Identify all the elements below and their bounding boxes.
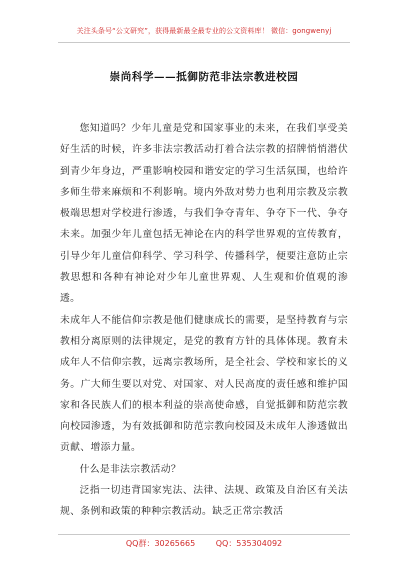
header-banner: 关注头条号“公文研究”，获得最新最全最专业的公文资料库！ 微信：gongwenyj [76,27,332,35]
paragraph: 什么是非法宗教活动？ [79,463,182,475]
footer-divider [58,534,350,535]
footer-qq-group: QQ群：30265665 [125,539,196,548]
paragraph: 泛指一切违背国家宪法、法律、法规、政策及自治区有关法规、条例和政策的种种宗教活动。缺乏正常宗教活 [60,485,348,518]
document-title: 崇尚科学——抵御防范非法宗教进校园 [109,71,299,83]
paragraph: 您知道吗？少年儿童是党和国家事业的未来，在我们享受美好生活的时候，许多非法宗教活动打着合法宗教的招牌悄悄潜伏到青少年身边，严重影响校园和谐安定的学习生活氛围，也给许多师生带来麻烦和不利影响。境内外敌对势力也利用宗教及宗教极端思想对学校进行渗透，与我们争夺青年、争夺下一代、争夺未来。加强少年儿童包括无神论在内的科学世界观的宣传教育，引导少年儿童信仰科学、学习科学、传播科学，便要注意防止宗教思想和各种有神论对少年儿童世界观、人生观和价值观的渗透。 [60,123,348,305]
footer-contact [0,538,408,549]
footer-qq: QQ：535304092 [215,539,283,548]
paragraph: 未成年人不能信仰宗教是他们健康成长的需要，是坚持教育与宗教相分离原则的法律规定，是党的教育方针的具体体现。教育未成年人不信仰宗教，远离宗教场所，是全社会、学校和家长的义务。广大师生要以对党、对国家、对人民高度的责任感和维护国家和各民族人们的根本利益的崇高使命感，自觉抵御和防范宗教向校园渗透，为有效抵御和防范宗教向校园及未成年人渗透做出贡献、增添力量。 [60,314,348,454]
header-divider [58,42,350,43]
document-body [60,118,348,523]
